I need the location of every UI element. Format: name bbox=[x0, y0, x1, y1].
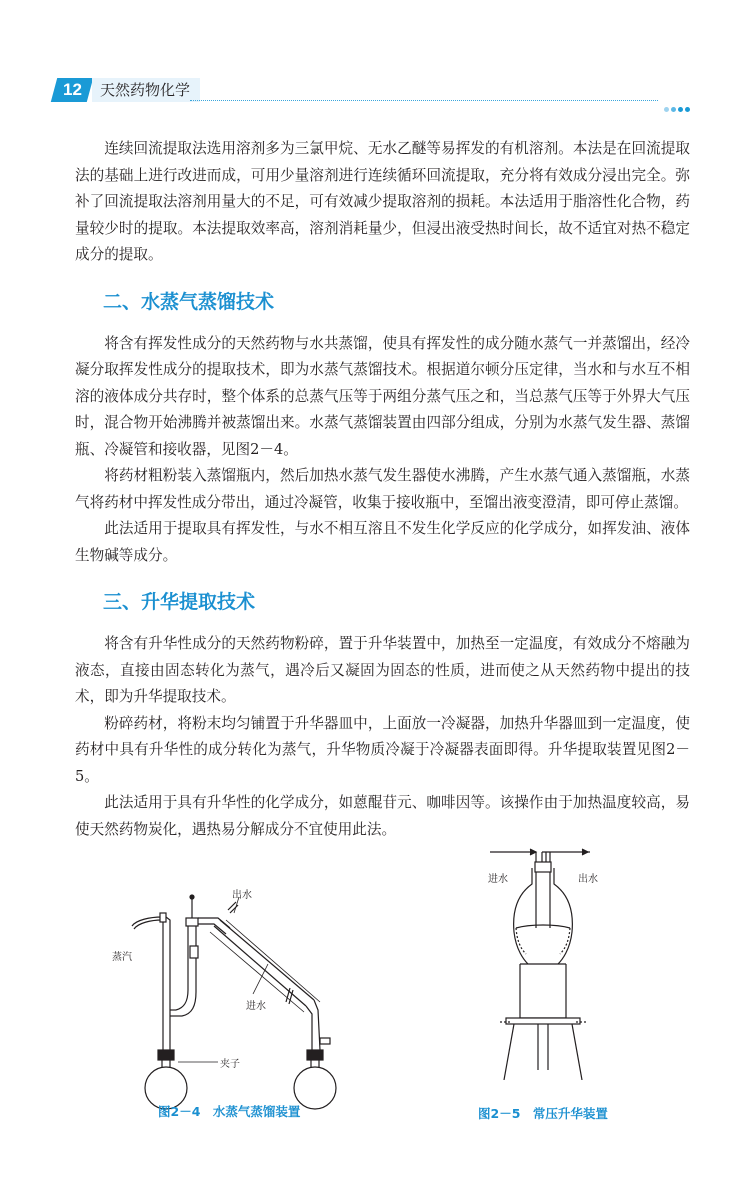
section-heading-steam-distillation: 二、水蒸气蒸馏技术 bbox=[103, 290, 275, 313]
header-dots-ornament bbox=[664, 97, 692, 103]
label-water-out-2-5: 出水 bbox=[578, 874, 598, 885]
paragraph-continuous-reflux: 连续回流提取法选用溶剂多为三氯甲烷、无水乙醚等易挥发的有机溶剂。本法是在回流提取法的基础上进行改进而成，可用少量溶剂进行连续循环回流提取，充分将有效成分浸出完全。弥补了回流提取法溶剂用量大的不足，可有效减少提取溶剂的损耗。本法适用于脂溶性化合物，药量较少时的提取。本法提取效率高，溶剂消耗量少，但浸出液受热时间长，故不适宜对热不稳定成分的提取。 bbox=[75, 140, 690, 263]
paragraph-sublimation-principle: 将含有升华性成分的天然药物粉碎，置于升华装置中，加热至一定温度，有效成分不熔融为液态，直接由固态转化为蒸气，遇冷后又凝固为固态的性质，进而使之从天然药物中提出的技术，即为升华提取技术。 bbox=[75, 635, 690, 705]
paragraph-steam-scope: 此法适用于提取具有挥发性，与水不相互溶且不发生化学反应的化学成分，如挥发油、液体生物碱等成分。 bbox=[75, 520, 690, 564]
section-heading-sublimation: 三、升华提取技术 bbox=[103, 591, 256, 613]
page-number: 12 bbox=[62, 80, 82, 99]
label-water-out-2-4: 出水 bbox=[232, 890, 252, 901]
figure-2-4-caption: 图2－4 水蒸气蒸馏装置 bbox=[158, 1104, 301, 1119]
label-clamp: 夹子 bbox=[220, 1059, 240, 1070]
book-title: 天然药物化学 bbox=[92, 78, 200, 102]
figure-2-5-caption: 图2－5 常压升华装置 bbox=[478, 1106, 608, 1121]
label-steam: 蒸汽 bbox=[112, 952, 132, 963]
paragraph-sublimation-procedure: 粉碎药材，将粉末均匀铺置于升华器皿中，上面放一冷凝器，加热升华器皿到一定温度，使药材中具有升华性的成分转化为蒸气，升华物质冷凝于冷凝器表面即得。升华提取装置见图2－5。 bbox=[75, 714, 690, 785]
paragraph-sublimation-scope: 此法适用于具有升华性的化学成分，如蒽醌苷元、咖啡因等。该操作由于加热温度较高，易使天然药物炭化，遇热易分解成分不宜使用此法。 bbox=[75, 794, 690, 838]
label-water-in-2-5: 进水 bbox=[488, 874, 508, 885]
paragraph-steam-procedure: 将药材粗粉装入蒸馏瓶内，然后加热水蒸气发生器使水沸腾，产生水蒸气通入蒸馏瓶，水蒸气将药材中挥发性成分带出，通过冷凝管，收集于接收瓶中，至馏出液变澄清，即可停止蒸馏。 bbox=[75, 467, 690, 511]
figures-area bbox=[0, 840, 750, 1140]
page-content bbox=[75, 136, 690, 843]
label-water-in-2-4: 进水 bbox=[246, 1001, 266, 1012]
steam-distillation-diagram bbox=[100, 880, 360, 1120]
header-rule bbox=[190, 100, 658, 101]
page-number-badge bbox=[51, 78, 93, 102]
paragraph-steam-principle: 将含有挥发性成分的天然药物与水共蒸馏，使具有挥发性的成分随水蒸气一并蒸馏出，经冷凝分取挥发性成分的提取技术，即为水蒸气蒸馏技术。根据道尔顿分压定律，当水和与水互不相溶的液体成分共存时，整个体系的总蒸气压等于两组分蒸气压之和，当总蒸气压等于外界大气压时，混合物开始沸腾并被蒸馏出来。水蒸气蒸馏装置由四部分组成，分别为水蒸气发生器、蒸馏瓶、冷凝管和接收器，见图2－4。 bbox=[75, 334, 690, 458]
